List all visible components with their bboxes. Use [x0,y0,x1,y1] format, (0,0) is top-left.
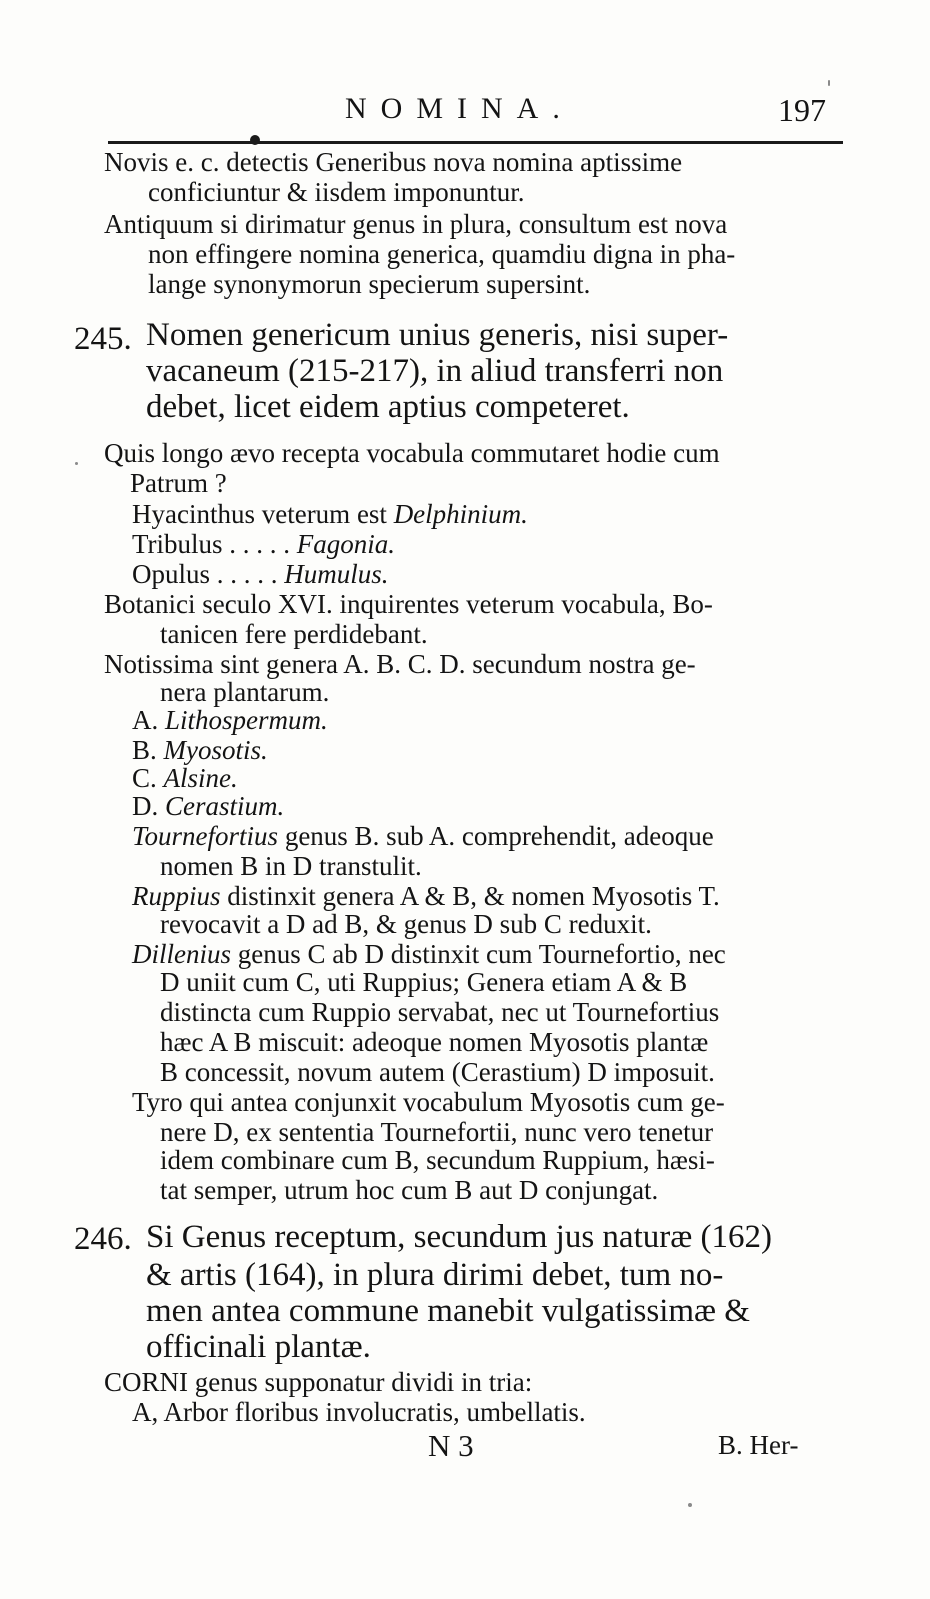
header-rule-ornament [250,135,260,145]
author-ruppius: Ruppius [132,881,221,911]
paragraph-quis-line-1: Quis longo ævo recepta vocabula commutaret hodie cum [104,438,720,468]
paragraph-novis-line-2: conficiuntur & iisdem imponuntur. [148,177,525,207]
section-246-line-1: Si Genus receptum, secundum jus naturæ (162) [146,1219,772,1255]
signature-mark: N 3 [428,1428,474,1463]
example-tribulus-genus: Fagonia. [296,529,396,559]
paragraph-botanici-line-1: Botanici seculo XVI. inquirentes veterum vocabula, Bo- [104,589,713,619]
paper-speck [688,1503,692,1507]
example-tribulus [132,528,395,560]
section-246-line-3: men antea commune manebit vulgatissimæ & [146,1293,750,1329]
genus-name: Lithospermum. [165,705,328,735]
paragraph-ruppius-line-2: revocavit a D ad B, & genus D sub C reduxit. [160,909,652,939]
paragraph-tournefortius-line-1 [132,820,714,852]
paper-speck [828,80,830,86]
section-245-line-1: Nomen genericum unius generis, nisi super- [146,317,729,353]
paragraph-dillenius-line-5: B concessit, novum autem (Cerastium) D imposuit. [160,1057,715,1087]
example-opulus [132,558,389,590]
corni-lead: CORNI [104,1367,189,1397]
section-245-line-2: vacaneum (215-217), in aliud transferri non [146,353,724,389]
paragraph-dillenius-line-3: distincta cum Ruppio servabat, nec ut Tournefortius [160,997,720,1027]
paragraph-dillenius-line-2: D uniit cum C, uti Ruppius; Genera etiam A & B [160,967,688,997]
catchword: B. Her- [718,1430,799,1460]
example-opulus-name: Opulus . . . . . [132,559,278,589]
paragraph-arbor: A, Arbor floribus involucratis, umbellatis. [132,1397,586,1427]
dillenius-text: genus C ab D distinxit cum Tournefortio, nec [237,939,726,969]
genus-list-item-d [132,790,284,822]
example-opulus-genus: Humulus. [284,559,389,589]
genus-name: Myosotis. [163,735,268,765]
genus-name: Alsine. [163,763,238,793]
paragraph-dillenius-line-4: hæc A B miscuit: adeoque nomen Myosotis plantæ [160,1027,709,1057]
author-tournefortius: Tournefortius [132,821,279,851]
section-245-line-3: debet, licet eidem aptius competeret. [146,389,630,425]
paragraph-tyro-line-1: Tyro qui antea conjunxit vocabulum Myosotis cum ge- [132,1087,725,1117]
section-246-line-2: & artis (164), in plura dirimi debet, tum no- [146,1257,724,1293]
example-hyacinthus-name: Hyacinthus veterum est [132,499,387,529]
genus-letter: A. [132,705,159,735]
paragraph-antiquum-line-2: non effingere nomina generica, quamdiu digna in pha- [148,239,736,269]
paragraph-corni [104,1366,532,1398]
section-246-line-4: officinali plantæ. [146,1329,371,1365]
genus-letter: D. [132,791,159,821]
paragraph-antiquum-line-1: Antiquum si dirimatur genus in plura, consultum est nova [104,209,728,239]
header-rule [108,141,843,144]
genus-letter: C. [132,763,157,793]
genus-letter: B. [132,735,157,765]
section-number-245: 245. [74,321,132,357]
ruppius-text: distinxit genera A & B, & nomen Myosotis T. [227,881,720,911]
genus-list-item-a [132,704,328,736]
paragraph-notissima-line-2: nera plantarum. [160,677,330,707]
paragraph-antiquum-line-3: lange synonymorun specierum supersint. [148,269,591,299]
example-tribulus-name: Tribulus . . . . . [132,529,291,559]
running-header-title: NOMINA. [345,92,574,125]
paragraph-tyro-line-3: idem combinare cum B, secundum Ruppium, hæsi- [160,1145,715,1175]
paragraph-tyro-line-4: tat semper, utrum hoc cum B aut D conjungat. [160,1175,659,1205]
section-number-246: 246. [74,1221,132,1257]
author-dillenius: Dillenius [132,939,231,969]
paragraph-tyro-line-2: nere D, ex sententia Tournefortii, nunc vero tenetur [160,1117,714,1147]
genus-name: Cerastium. [165,791,285,821]
paragraph-novis-line-1: Novis e. c. detectis Generibus nova nomina aptissime [104,147,683,177]
paragraph-botanici-line-2: tanicen fere perdidebant. [160,619,428,649]
paragraph-tournefortius-line-2: nomen B in D transtulit. [160,851,422,881]
corni-text: genus supponatur dividi in tria: [194,1367,533,1397]
example-hyacinthus [132,498,528,530]
example-hyacinthus-genus: Delphinium. [393,499,528,529]
page-number: 197 [778,92,826,128]
tournefortius-text: genus B. sub A. comprehendit, adeoque [284,821,714,851]
paper-speck [75,462,78,465]
paragraph-quis-line-2: Patrum ? [130,468,227,498]
paragraph-notissima-line-1: Notissima sint genera A. B. C. D. secundum nostra ge- [104,649,696,679]
